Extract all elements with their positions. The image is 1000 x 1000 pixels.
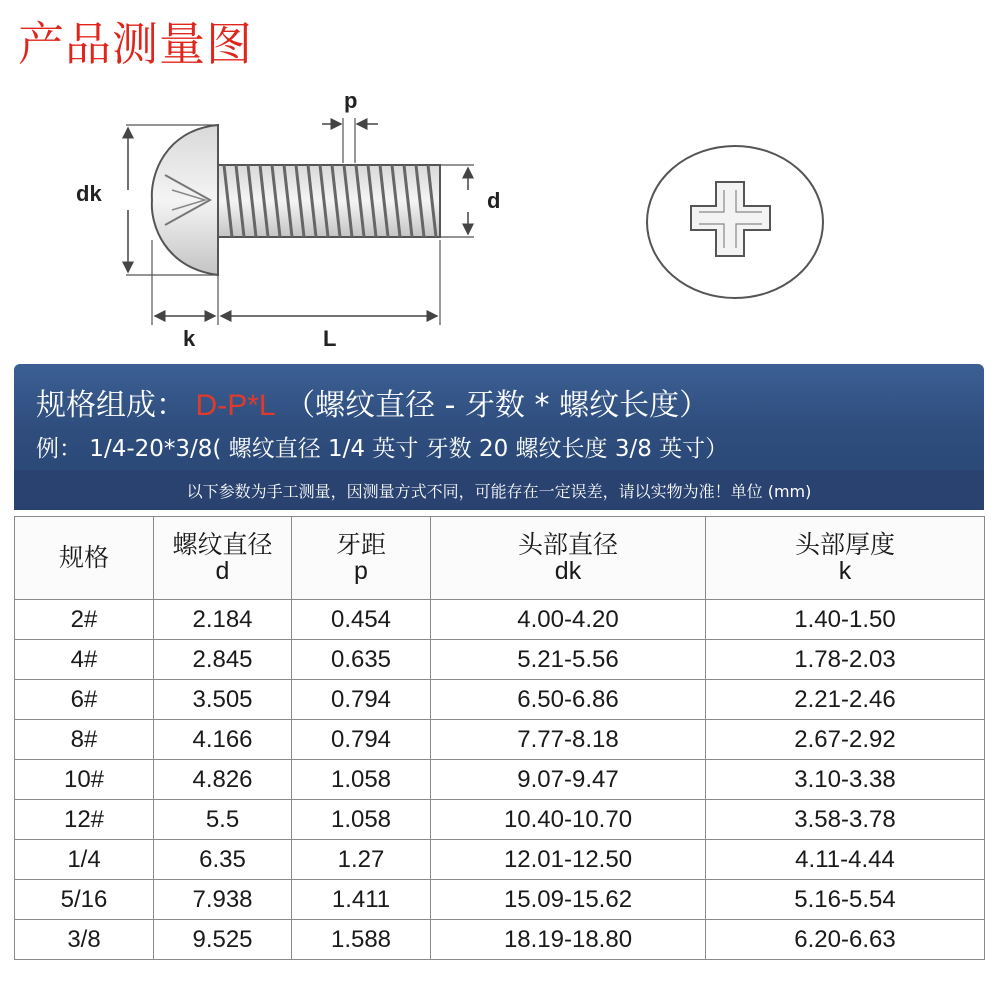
spec-format-prefix: 规格组成： [36,388,186,423]
cell-head-diameter: 15.09-15.62 [431,880,706,920]
cell-pitch: 0.454 [292,600,431,640]
label-p: p [344,88,358,113]
screw-head-side [152,125,218,275]
cell-size: 1/4 [15,840,154,880]
cell-head-diameter: 10.40-10.70 [431,800,706,840]
cell-thread-diameter: 3.505 [154,680,292,720]
screw-shank [218,165,440,237]
label-d: d [487,188,501,213]
cell-head-diameter: 4.00-4.20 [431,600,706,640]
screw-head-top-view [647,146,823,298]
cell-size: 8# [15,720,154,760]
header-size: 规格 [15,517,154,600]
label-k: k [183,326,196,351]
cell-pitch: 0.794 [292,720,431,760]
table-row [15,600,985,640]
cell-thread-diameter: 2.184 [154,600,292,640]
cell-thread-diameter: 6.35 [154,840,292,880]
cell-head-thickness: 5.16-5.54 [706,880,985,920]
spec-format-line [36,380,709,424]
table-row [15,840,985,880]
table-header-row [15,517,985,600]
cell-head-diameter: 12.01-12.50 [431,840,706,880]
cell-pitch: 1.411 [292,880,431,920]
label-dk: dk [76,181,102,206]
label-L: L [323,326,337,351]
cell-pitch: 1.058 [292,760,431,800]
cell-head-diameter: 9.07-9.47 [431,760,706,800]
cell-head-thickness: 3.10-3.38 [706,760,985,800]
header-head-thickness: 头部厚度 k [706,517,985,600]
table-row [15,680,985,720]
cell-head-thickness: 2.67-2.92 [706,720,985,760]
cell-size: 10# [15,760,154,800]
cell-thread-diameter: 2.845 [154,640,292,680]
header-head-diameter: 头部直径 dk [431,517,706,600]
cell-head-thickness: 1.40-1.50 [706,600,985,640]
cell-head-thickness: 2.21-2.46 [706,680,985,720]
table-row [15,800,985,840]
table-row [15,920,985,960]
cell-size: 5/16 [15,880,154,920]
cell-pitch: 1.588 [292,920,431,960]
measurement-note: 以下参数为手工测量，因测量方式不同，可能存在一定误差，请以实物为准！单位 (mm) [14,470,984,510]
cell-size: 2# [15,600,154,640]
cell-thread-diameter: 5.5 [154,800,292,840]
cell-thread-diameter: 9.525 [154,920,292,960]
cell-head-diameter: 6.50-6.86 [431,680,706,720]
cell-size: 6# [15,680,154,720]
cell-head-diameter: 5.21-5.56 [431,640,706,680]
spec-format-explanation: （螺纹直径 - 牙数 * 螺纹长度） [285,388,710,423]
cell-size: 3/8 [15,920,154,960]
spec-format-code: D-P*L [195,389,276,422]
cell-head-thickness: 3.58-3.78 [706,800,985,840]
cell-thread-diameter: 7.938 [154,880,292,920]
cell-thread-diameter: 4.826 [154,760,292,800]
cell-head-thickness: 4.11-4.44 [706,840,985,880]
header-pitch: 牙距 p [292,517,431,600]
header-thread-diameter: 螺纹直径 d [154,517,292,600]
cell-head-thickness: 6.20-6.63 [706,920,985,960]
spec-info-panel [14,364,984,510]
cell-size: 12# [15,800,154,840]
cell-thread-diameter: 4.166 [154,720,292,760]
cell-pitch: 0.794 [292,680,431,720]
cell-size: 4# [15,640,154,680]
table-row [15,760,985,800]
screw-drawing [0,0,1000,360]
spec-example-line: 例： 1/4-20*3/8( 螺纹直径 1/4 英寸 牙数 20 螺纹长度 3/8 英寸） [36,436,729,462]
page-title: 产品测量图 [18,17,253,71]
cell-head-diameter: 7.77-8.18 [431,720,706,760]
table-row [15,720,985,760]
cell-pitch: 1.058 [292,800,431,840]
cell-head-thickness: 1.78-2.03 [706,640,985,680]
dimensions-table [14,516,985,960]
table-row [15,880,985,920]
cell-head-diameter: 18.19-18.80 [431,920,706,960]
table-row [15,640,985,680]
cell-pitch: 0.635 [292,640,431,680]
cell-pitch: 1.27 [292,840,431,880]
